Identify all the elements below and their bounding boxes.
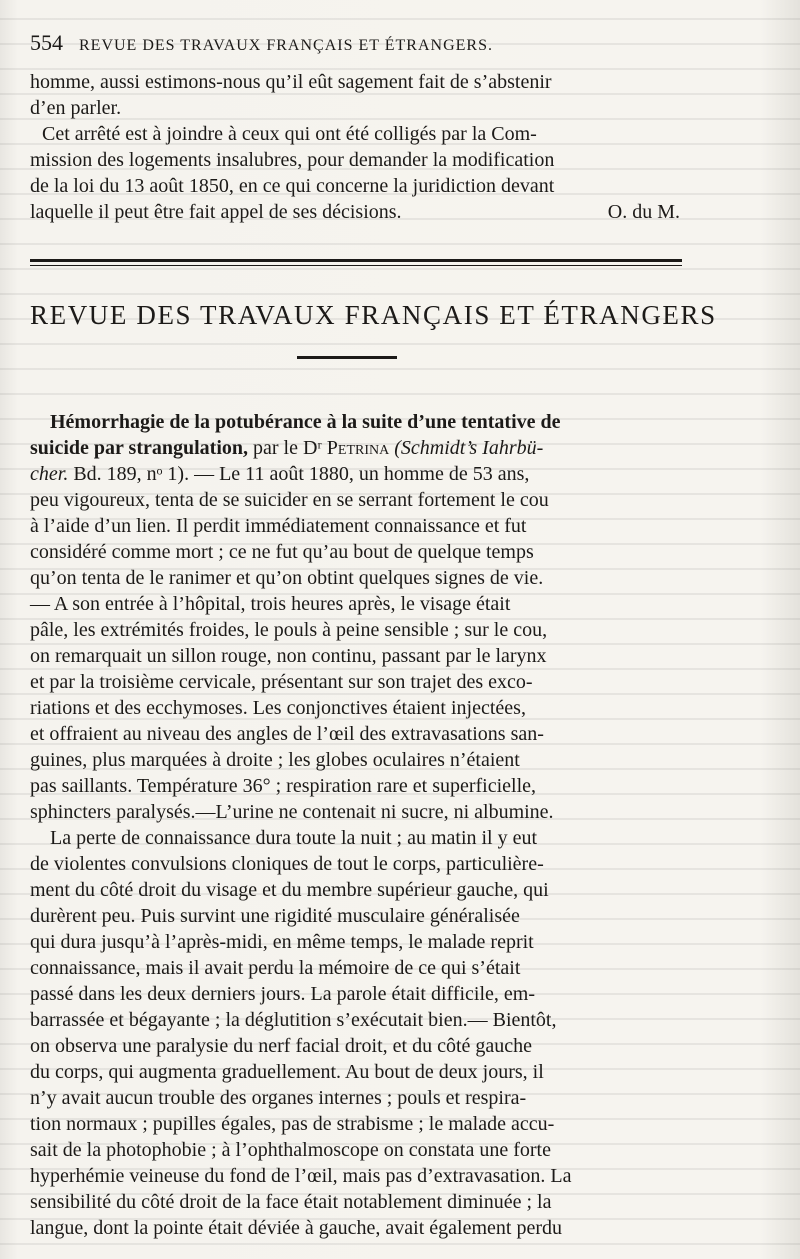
article-line3: [30, 462, 682, 487]
text-line: durèrent peu. Puis survint une rigidité musculaire généralisée: [30, 905, 520, 927]
text-line: Bd. 189, nᵒ 1). — Le 11 août 1880, un homme de 53 ans,: [68, 463, 530, 485]
text-line: — A son entrée à l’hôpital, trois heures après, le visage était: [30, 593, 511, 615]
text-line: passé dans les deux derniers jours. La parole était difficile, em-: [30, 983, 536, 1005]
text-line: pâle, les extrémités froides, le pouls à peine sensible ; sur le cou,: [30, 619, 548, 641]
text-line: langue, dont la pointe était déviée à gauche, avait également perdu: [30, 1217, 562, 1239]
author-name: Petrina: [326, 437, 390, 459]
page-number: 554: [30, 30, 63, 55]
section-title: REVUE DES TRAVAUX FRANÇAIS ET ÉTRANGERS: [30, 300, 717, 330]
text-line: homme, aussi estimons-nous qu’il eût sagement fait de s’abstenir: [30, 71, 552, 93]
text-line: Cet arrêté est à joindre à ceux qui ont été colligés par la Com-: [42, 123, 537, 145]
article-title-cont: suicide par strangulation,: [30, 437, 248, 459]
text-line: sphincters paralysés.—L’urine ne contenait ni sucre, ni albumine.: [30, 801, 554, 823]
text-line: sensibilité du côté droit de la face était notablement diminuée ; la: [30, 1191, 552, 1213]
text-line: guines, plus marquées à droite ; les globes oculaires n’étaient: [30, 749, 520, 771]
text-line: tion normaux ; pupilles égales, pas de strabisme ; le malade accu-: [30, 1113, 555, 1135]
text-line: sait de la photophobie ; à l’ophthalmoscope on constata une forte: [30, 1139, 551, 1161]
title-underline: [297, 356, 397, 359]
text-line: qu’on tenta de le ranimer et qu’on obtint quelques signes de vie.: [30, 567, 544, 589]
text-line: à l’aide d’un lien. Il perdit immédiatement connaissance et fut: [30, 515, 527, 537]
page-header: [30, 30, 690, 58]
text-line: considéré comme mort ; ce ne fut qu’au bout de quelque temps: [30, 541, 534, 563]
text-line: n’y avait aucun trouble des organes internes ; pouls et respira-: [30, 1087, 527, 1109]
journal-reference: (Schmidt’s Iahrbü-: [394, 437, 544, 459]
section-divider-thin: [30, 265, 682, 266]
article-title-line2: [30, 436, 682, 461]
signature: O. du M.: [607, 201, 680, 223]
text-line: et par la troisième cervicale, présentant sur son trajet des exco-: [30, 671, 533, 693]
journal-reference-end: cher.: [30, 463, 69, 485]
text-line: connaissance, mais il avait perdu la mémoire de ce qui s’était: [30, 957, 521, 979]
text-line: de violentes convulsions cloniques de tout le corps, particulière-: [30, 853, 544, 875]
section-divider: [30, 259, 682, 262]
text-line: ment du côté droit du visage et du membre supérieur gauche, qui: [30, 879, 549, 901]
text-line: hyperhémie veineuse du fond de l’œil, mais pas d’extravasation. La: [30, 1165, 572, 1187]
article-title: Hémorrhagie de la potubérance à la suite d’une tentative de: [50, 411, 561, 433]
text-line: riations et des ecchymoses. Les conjonctives étaient injectées,: [30, 697, 526, 719]
text-line: de la loi du 13 août 1850, en ce qui concerne la juridiction devant: [30, 175, 555, 197]
text-line: qui dura jusqu’à l’après-midi, en même temps, le malade reprit: [30, 931, 534, 953]
text-line: d’en parler.: [30, 97, 122, 119]
text-line: on remarquait un sillon rouge, non continu, passant par le larynx: [30, 645, 547, 667]
running-title: REVUE DES TRAVAUX FRANÇAIS ET ÉTRANGERS.: [79, 37, 493, 54]
text-line: mission des logements insalubres, pour demander la modification: [30, 149, 555, 171]
text-line: pas saillants. Température 36° ; respiration rare et superficielle,: [30, 775, 537, 797]
text-line: peu vigoureux, tenta de se suicider en se serrant fortement le cou: [30, 489, 549, 511]
text-line: barrassée et bégayante ; la déglutition s’exécutait bien.— Bientôt,: [30, 1009, 557, 1031]
text-line: on observa une paralysie du nerf facial droit, et du côté gauche: [30, 1035, 533, 1057]
text-line: et offraient au niveau des angles de l’œil des extravasations san-: [30, 723, 544, 745]
text-line: du corps, qui augmenta graduellement. Au bout de deux jours, il: [30, 1061, 544, 1083]
text-line: laquelle il peut être fait appel de ses décisions.: [30, 201, 402, 223]
text-line: La perte de connaissance dura toute la nuit ; au matin il y eut: [50, 827, 538, 849]
author-prefix: par le Dʳ: [248, 437, 327, 459]
